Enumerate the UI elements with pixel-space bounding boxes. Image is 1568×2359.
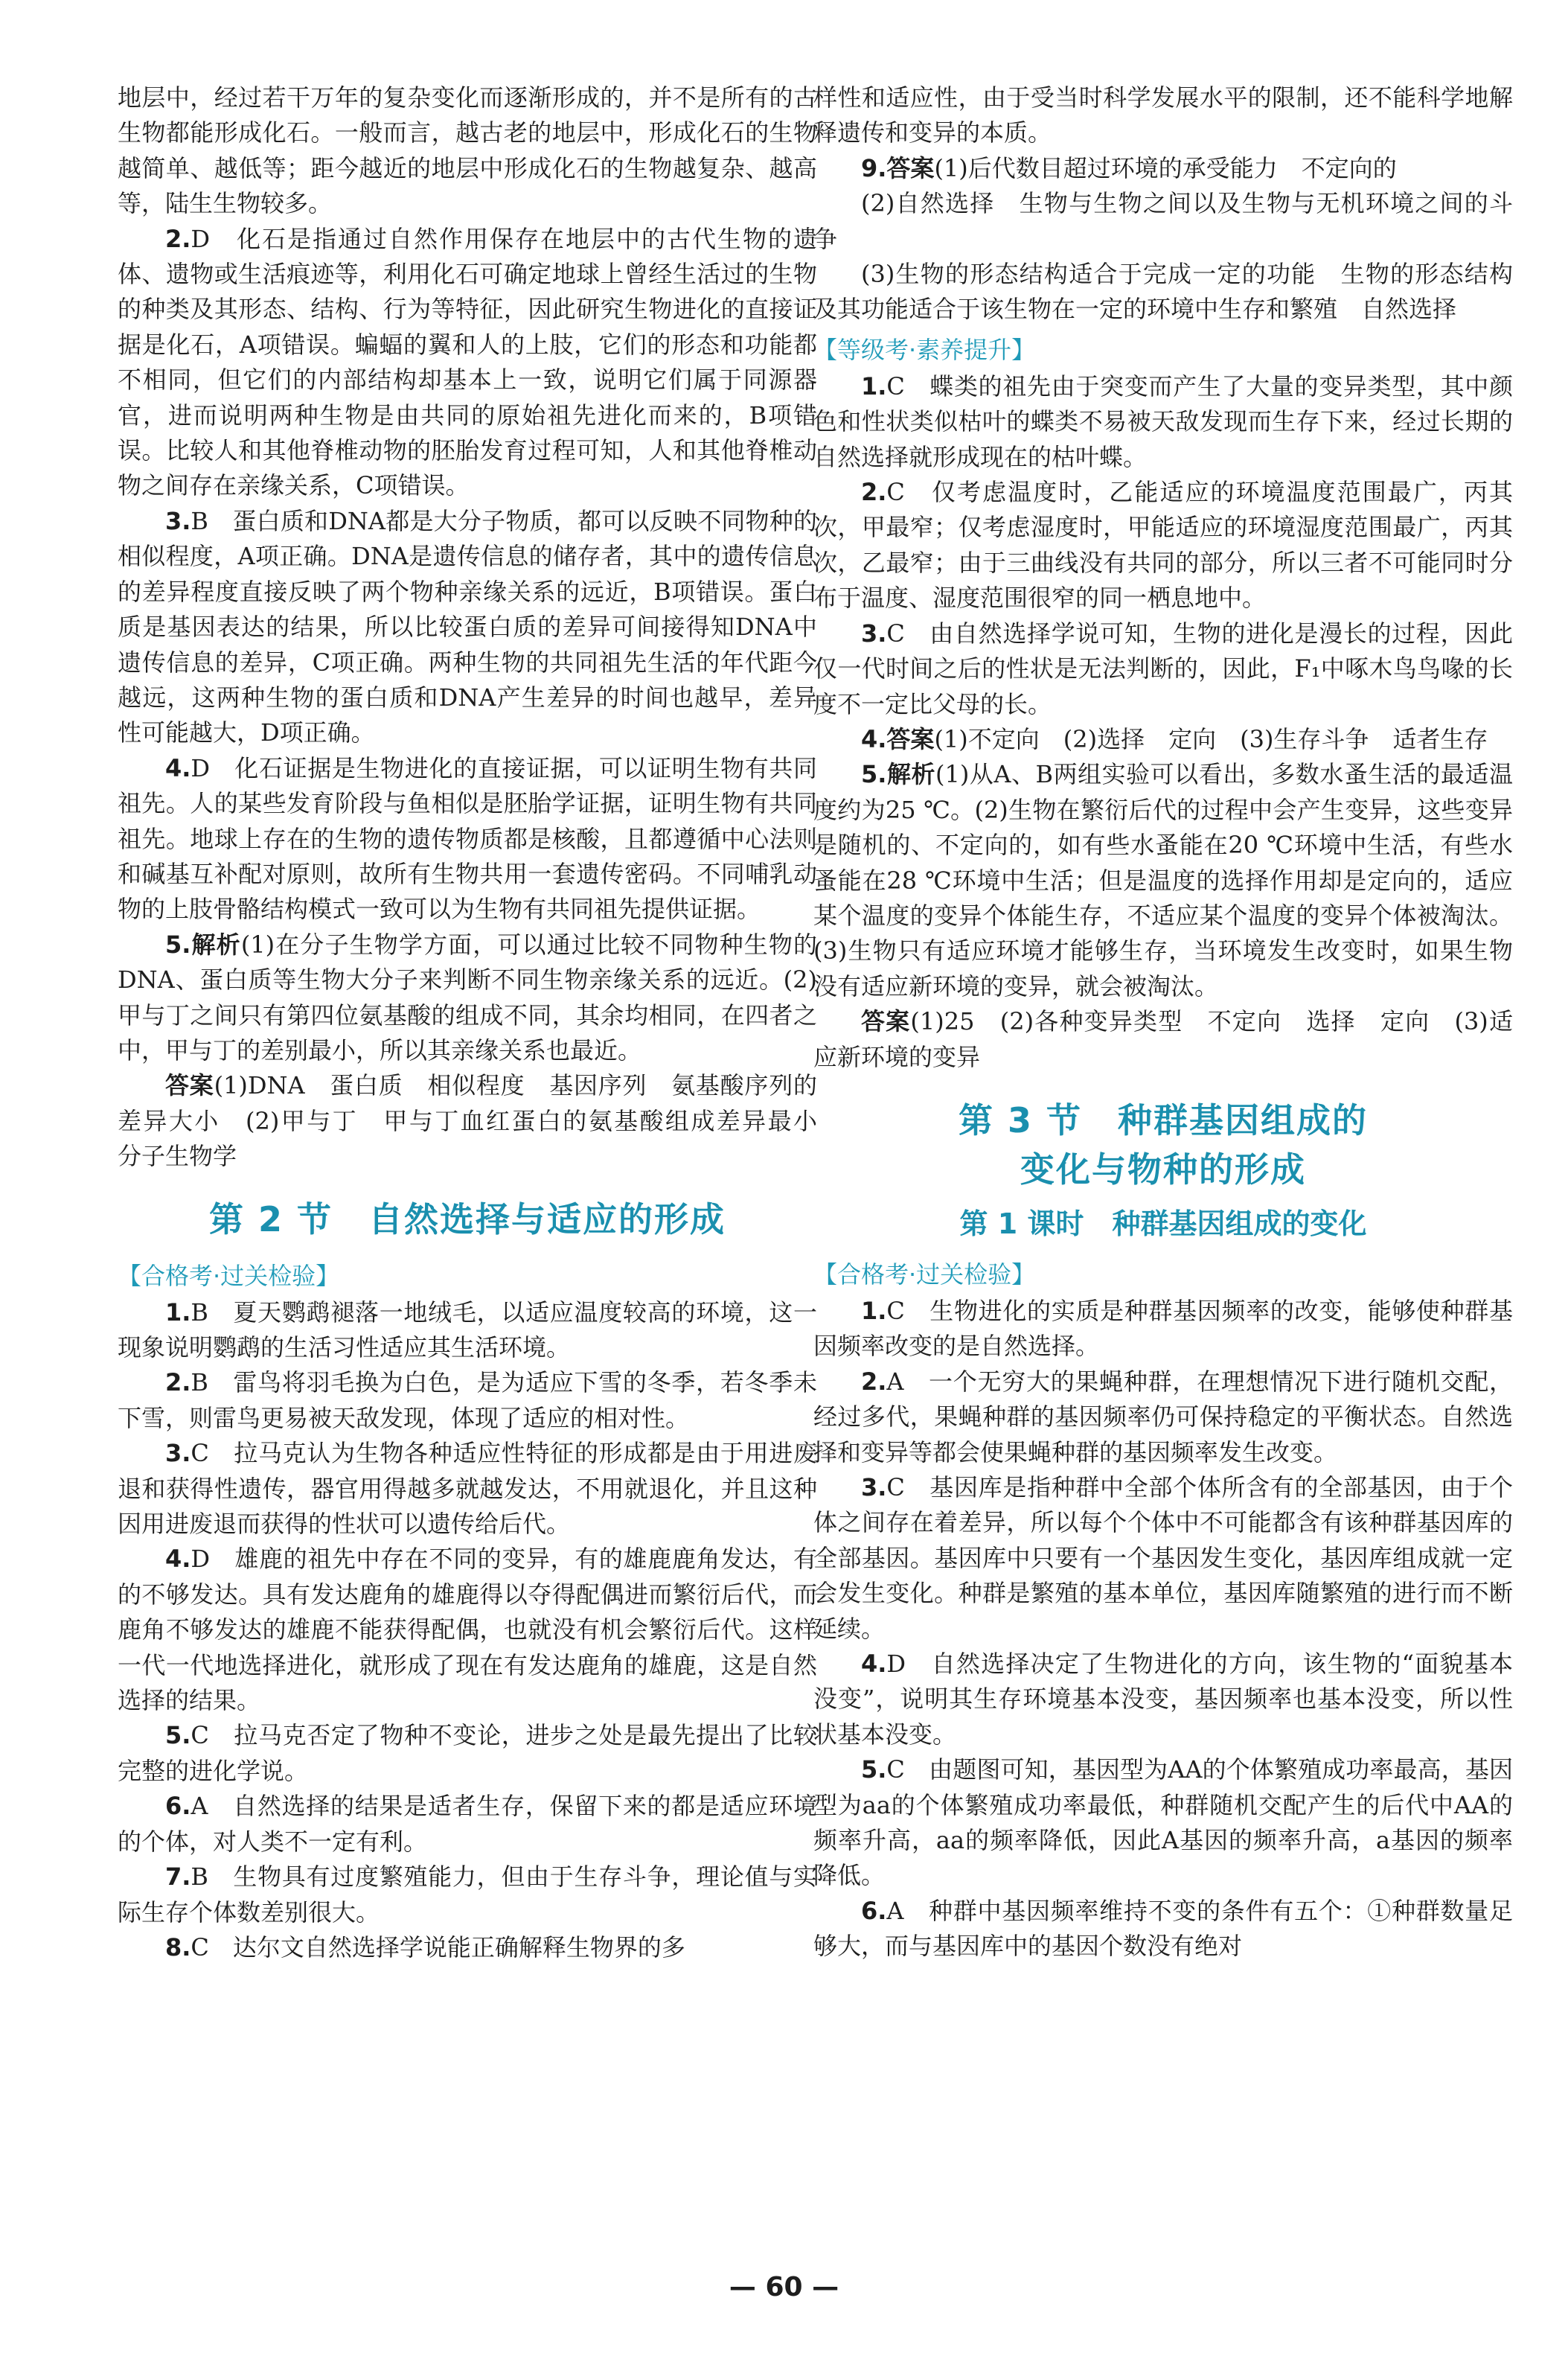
section-tag: 【等级考·素养提升】	[813, 335, 1036, 364]
answer-item: 5.C 拉马克否定了物种不变论，进步之处是最先提出了比较完整的进化学说。	[118, 1721, 817, 1785]
answer-item: 8.C 达尔文自然选择学说能正确解释生物界的多	[165, 1932, 685, 1961]
paragraph: 样性和适应性，由于受当时科学发展水平的限制，还不能科学地解释遗传和变异的本质。	[813, 83, 1513, 147]
answer-item-9: 9.答案(1)后代数目超过环境的承受能力 不定向的	[861, 153, 1397, 182]
answer-item: 1.B 夏天鹦鹉褪落一地绒毛，以适应温度较高的环境，这一现象说明鹦鹉的生活习性适应其生活环境。	[118, 1297, 817, 1362]
lesson-title: 第 1 课时 种群基因组成的变化	[959, 1207, 1367, 1240]
answer-item: 1.C 生物进化的实质是种群基因频率的改变，能够使种群基因频率改变的是自然选择。	[813, 1296, 1513, 1361]
answer-item: 5.解析(1)从A、B两组实验可以看出，多数水蚤生活的最适温度约为25 ℃。(2)生物在繁衍后代的过程中会产生变异，这些变异是随机的、不定向的，如有些水蚤能在20 ℃环境中生活，有些水蚤能在28 ℃环境中生活；但是温度的选择作用却是定向的，适应某个温度的变异个体能生存，不适应某个温度的变异个体被淘汰。(3)生物只有适应环境才能够生存，当环境发生改变时，如果生物没有适应新环境的变异，就会被淘汰。	[813, 760, 1513, 1000]
right-column	[813, 80, 1513, 1964]
page-number: — 60 —	[729, 2272, 839, 2302]
answer-item-5: 5.解析(1)在分子生物学方面，可以通过比较不同物种生物的DNA、蛋白质等生物大分子来判断不同生物亲缘关系的远近。(2)甲与丁之间只有第四位氨基酸的组成不同，其余均相同，在四者之中，甲与丁的差别最小，所以其亲缘关系也最近。	[118, 930, 817, 1064]
section-title: 第 2 节 自然选择与适应的形成	[208, 1198, 726, 1239]
answer-item-3: 3.B 蛋白质和DNA都是大分子物质，都可以反映不同物种的相似程度，A项正确。DNA是遗传信息的储存者，其中的遗传信息的差异程度直接反映了两个物种亲缘关系的远近，B项错误。蛋白质是基因表达的结果，所以比较蛋白质的差异可间接得知DNA中遗传信息的差异，C项正确。两种生物的共同祖先生活的年代距今越远，这两种生物的蛋白质和DNA产生差异的时间也越早，差异性可能越大，D项正确。	[118, 506, 817, 747]
section-title-line: 变化与物种的形成	[1020, 1149, 1306, 1190]
answer-item: 3.C 由自然选择学说可知，生物的进化是漫长的过程，因此仅一代时间之后的性状是无法判断的，因此，F₁中啄木鸟鸟喙的长度不一定比父母的长。	[813, 619, 1513, 718]
answer-item: 4.D 自然选择决定了生物进化的方向，该生物的“面貌基本没变”，说明其生存环境基本没变，基因频率也基本没变，所以性状基本没变。	[813, 1650, 1513, 1749]
answer-item-4: 4.D 化石证据是生物进化的直接证据，可以证明生物有共同祖先。人的某些发育阶段与鱼相似是胚胎学证据，证明生物有共同祖先。地球上存在的生物的遗传物质都是核酸，且都遵循中心法则和碱基互补配对原则，故所有生物共用一套遗传密码。不同哺乳动物的上肢骨骼结构模式一致可以为生物有共同祖先提供证据。	[118, 753, 817, 924]
paragraph: 地层中，经过若干万年的复杂变化而逐渐形成的，并不是所有的古生物都能形成化石。一般而言，越古老的地层中，形成化石的生物越简单、越低等；距今越近的地层中形成化石的生物越复杂、越高等，陆生生物较多。	[118, 83, 817, 218]
paragraph: (3)生物的形态结构适合于完成一定的功能 生物的形态结构及其功能适合于该生物在一定的环境中生存和繁殖 自然选择	[813, 260, 1513, 324]
answer-item: 7.B 生物具有过度繁殖能力，但由于生存斗争，理论值与实际生存个体数差别很大。	[118, 1862, 817, 1927]
answer-item: 4.答案(1)不定向 (2)选择 定向 (3)生存斗争 适者生存	[861, 724, 1488, 753]
paragraph: (2)自然选择 生物与生物之间以及生物与无机环境之间的斗争	[813, 189, 1513, 253]
answer-item: 1.C 蝶类的祖先由于突变而产生了大量的变异类型，其中颜色和性状类似枯叶的蝶类不易被天敌发现而生存下来，经过长期的自然选择就形成现在的枯叶蝶。	[813, 371, 1513, 471]
answer-item: 2.A 一个无穷大的果蝇种群，在理想情况下进行随机交配，经过多代，果蝇种群的基因频率仍可保持稳定的平衡状态。自然选择和变异等都会使果蝇种群的基因频率发生改变。	[813, 1367, 1513, 1466]
answer-item: 3.C 拉马克认为生物各种适应性特征的形成都是由于用进废退和获得性遗传，器官用得越多就越发达，不用就退化，并且这种因用进废退而获得的性状可以遗传给后代。	[118, 1439, 817, 1539]
answer-item: 2.B 雷鸟将羽毛换为白色，是为适应下雪的冬季，若冬季未下雪，则雷鸟更易被天敌发现，体现了适应的相对性。	[118, 1368, 817, 1432]
answer-item: 4.D 雄鹿的祖先中存在不同的变异，有的雄鹿鹿角发达，有的不够发达。具有发达鹿角的雄鹿得以夺得配偶进而繁衍后代，而鹿角不够发达的雄鹿不能获得配偶，也就没有机会繁衍后代。这样一代一代地选择进化，就形成了现在有发达鹿角的雄鹿，这是自然选择的结果。	[118, 1545, 817, 1715]
section-title-line: 第 3 节 种群基因组成的	[958, 1099, 1369, 1140]
answer-item: 2.C 仅考虑温度时，乙能适应的环境温度范围最广，丙其次，甲最窄；仅考虑湿度时，甲能适应的环境湿度范围最广，丙其次，乙最窄；由于三曲线没有共同的部分，所以三者不可能同时分布于温度、湿度范围很窄的同一栖息地中。	[813, 478, 1513, 613]
section-title	[813, 1096, 1513, 1194]
answer-item: 6.A 自然选择的结果是适者生存，保留下来的都是适应环境的个体，对人类不一定有利。	[118, 1792, 817, 1856]
answer-item-2: 2.D 化石是指通过自然作用保存在地层中的古代生物的遗体、遗物或生活痕迹等，利用化石可确定地球上曾经生活过的生物的种类及其形态、结构、行为等特征，因此研究生物进化的直接证据是化石，A项错误。蝙蝠的翼和人的上肢，它们的形态和功能都不相同，但它们的内部结构却基本上一致，说明它们属于同源器官，进而说明两种生物是由共同的原始祖先进化而来的，B项错误。比较人和其他脊椎动物的胚胎发育过程可知，人和其他脊椎动物之间存在亲缘关系，C项错误。	[118, 224, 817, 500]
left-column	[118, 80, 842, 1965]
section-tag: 【合格考·过关检验】	[813, 1260, 1036, 1289]
answer-item-5-answer: 答案(1)DNA 蛋白质 相似程度 基因序列 氨基酸序列的差异大小 (2)甲与丁 甲与丁血红蛋白的氨基酸组成差异最小 分子生物学	[118, 1071, 842, 1171]
answer-item-answer: 答案(1)25 (2)各种变异类型 不定向 选择 定向 (3)适应新环境的变异	[813, 1007, 1513, 1071]
section-tag: 【合格考·过关检验】	[118, 1261, 340, 1290]
answer-item: 5.C 由题图可知，基因型为AA的个体繁殖成功率最高，基因型为aa的个体繁殖成功率最低，种群随机交配产生的后代中AA的频率升高，aa的频率降低，因此A基因的频率升高，a基因的频率降低。	[813, 1755, 1513, 1890]
answer-item: 6.A 种群中基因频率维持不变的条件有五个：①种群数量足够大，而与基因库中的基因个数没有绝对	[813, 1896, 1513, 1961]
answer-item: 3.C 基因库是指种群中全部个体所含有的全部基因，由于个体之间存在着差异，所以每个个体中不可能都含有该种群基因库的全部基因。基因库中只要有一个基因发生变化，基因库组成就一定会发生变化。种群是繁殖的基本单位，基因库随繁殖的进行而不断延续。	[813, 1473, 1513, 1643]
